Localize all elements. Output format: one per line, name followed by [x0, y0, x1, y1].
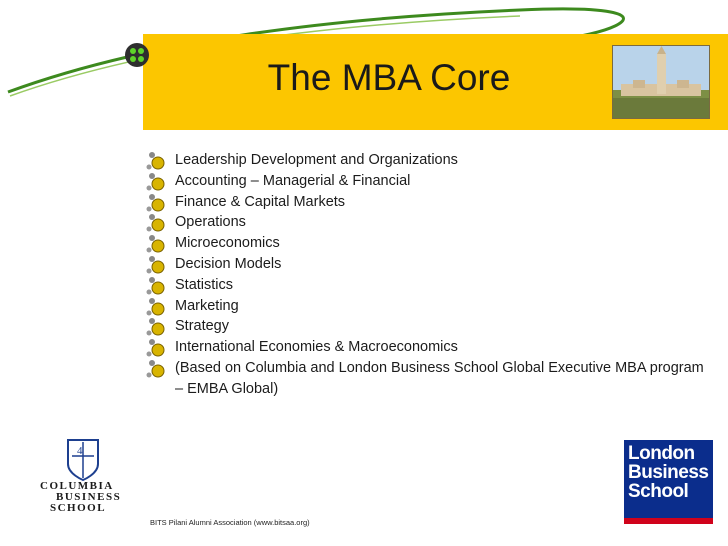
list-item — [145, 296, 705, 317]
list-item-text: Marketing — [175, 297, 239, 314]
bullet-list — [145, 150, 705, 400]
lbs-line1: London — [628, 443, 695, 464]
list-item-text: Operations — [175, 214, 246, 231]
columbia-line2: BUSINESS — [56, 491, 122, 503]
list-item-text: Decision Models — [175, 255, 282, 272]
columbia-line3: SCHOOL — [50, 502, 107, 514]
gold-bullet-icon — [145, 193, 169, 214]
list-item — [145, 358, 705, 400]
gold-bullet-icon — [145, 172, 169, 193]
lbs-line2: Business — [628, 462, 709, 483]
list-item-text: Finance & Capital Markets — [175, 193, 346, 210]
campus-photo — [612, 45, 710, 119]
list-item — [145, 171, 705, 192]
lbs-wordmark — [628, 444, 708, 501]
list-item-text: Strategy — [175, 318, 229, 335]
list-item — [145, 150, 705, 171]
list-item-text: International Economies & Macroeconomics — [175, 339, 458, 356]
list-item-text: Microeconomics — [175, 235, 280, 252]
gold-bullet-icon — [145, 359, 169, 380]
gold-bullet-icon — [145, 234, 169, 255]
list-item — [145, 212, 705, 233]
gold-bullet-icon — [145, 255, 169, 276]
list-item — [145, 233, 705, 254]
list-item — [145, 337, 705, 358]
list-item-text: Leadership Development and Organizations — [175, 152, 458, 168]
gold-bullet-icon — [145, 151, 169, 172]
lbs-red-stripe — [624, 518, 713, 524]
list-item — [145, 254, 705, 275]
columbia-wordmark — [40, 481, 121, 514]
list-item — [145, 192, 705, 213]
slide-title: The MBA Core — [267, 57, 511, 98]
list-item-text: Accounting – Managerial & Financial — [175, 172, 411, 189]
list-item — [145, 316, 705, 337]
columbia-crest-icon — [64, 438, 102, 482]
gold-bullet-icon — [145, 338, 169, 359]
svg-text:4: 4 — [77, 445, 83, 457]
gold-bullet-icon — [145, 317, 169, 338]
columbia-business-school-logo — [40, 438, 130, 518]
list-item-text: (Based on Columbia and London Business School Global Executive MBA program – EMBA Global) — [175, 359, 704, 397]
gold-bullet-icon — [145, 276, 169, 297]
gold-bullet-icon — [145, 297, 169, 318]
gold-bullet-icon — [145, 213, 169, 234]
london-business-school-logo — [624, 440, 713, 524]
footer-text: BITS Pilani Alumni Association (www.bitsaa.org) — [150, 518, 310, 527]
lbs-line3: School — [628, 481, 689, 502]
list-item — [145, 275, 705, 296]
columbia-line1: COLUMBIA — [40, 480, 114, 492]
list-item-text: Statistics — [175, 276, 234, 293]
